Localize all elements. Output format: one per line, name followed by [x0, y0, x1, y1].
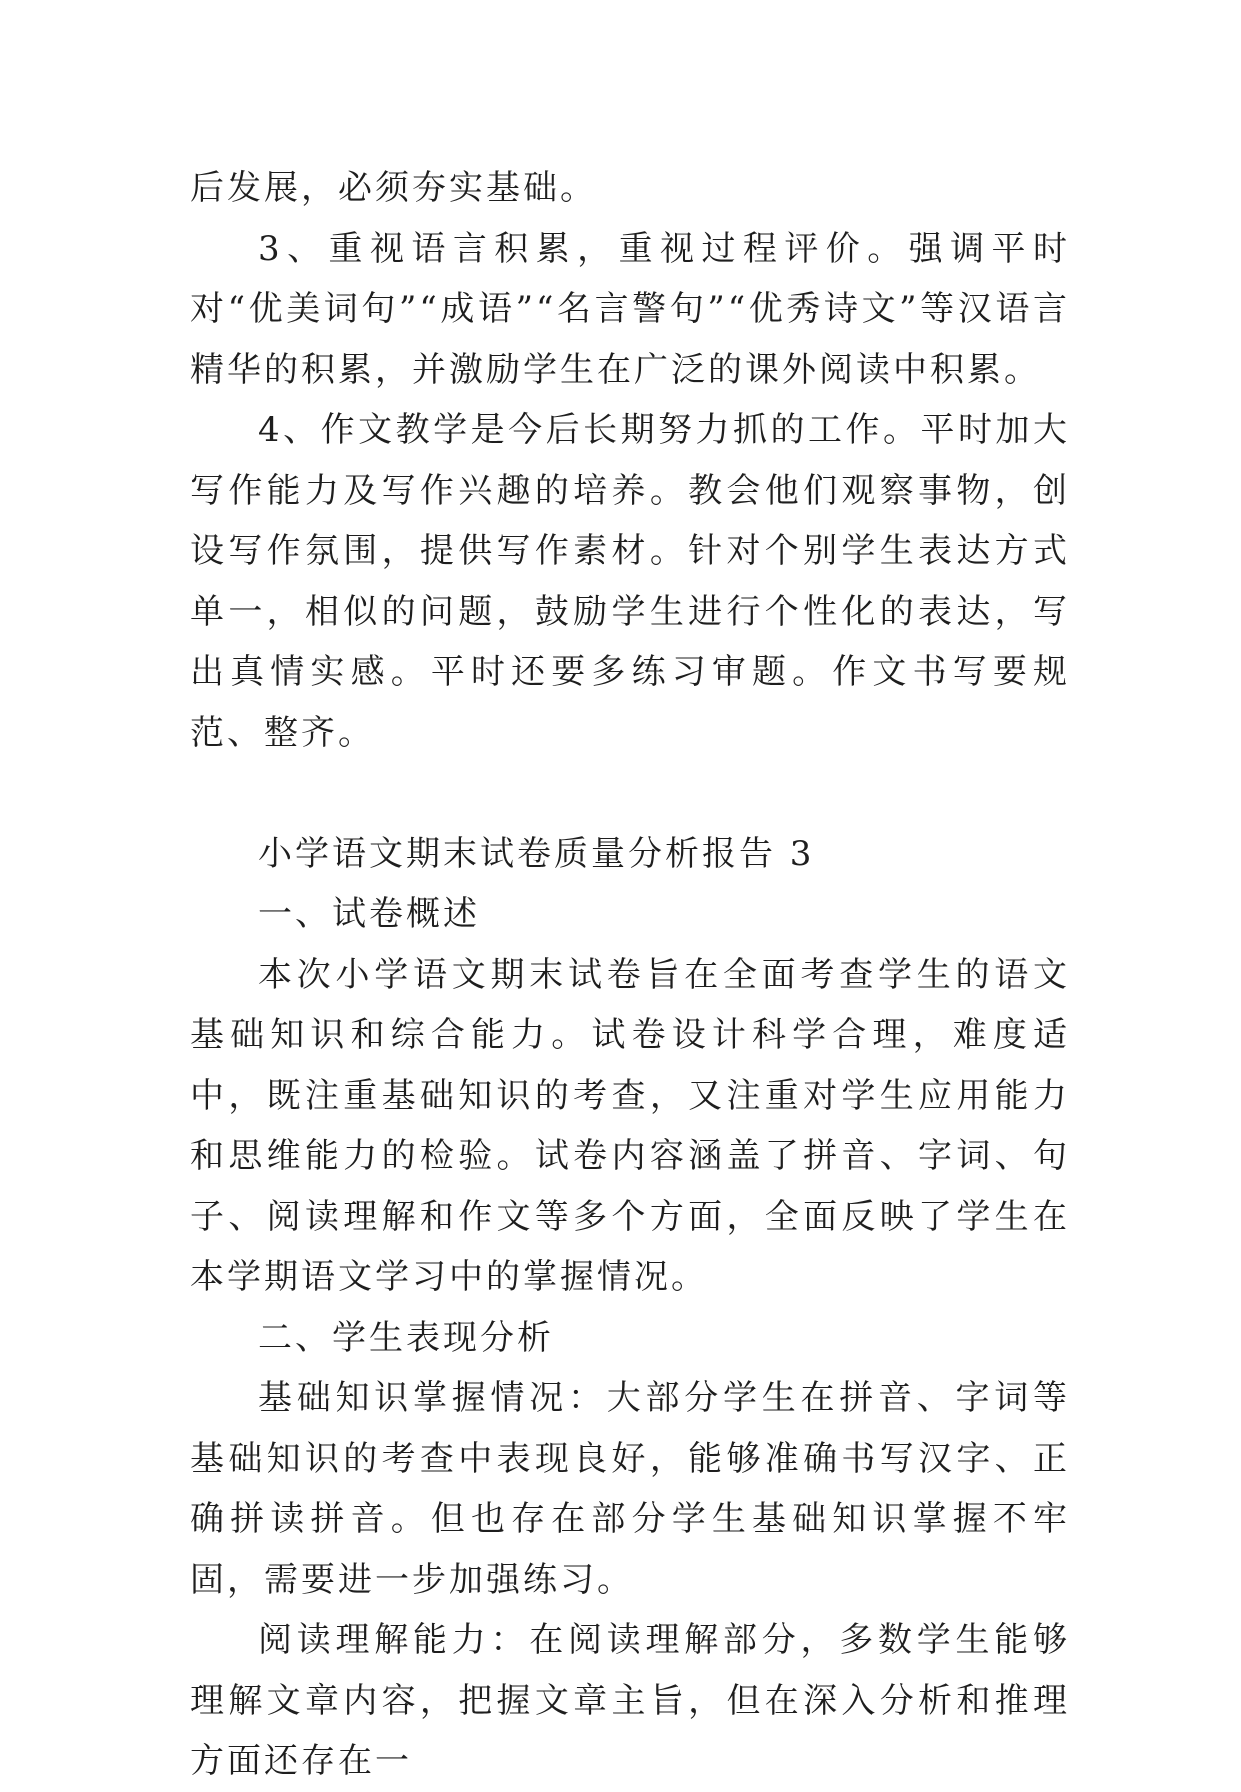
paragraph-basic-knowledge: 基础知识掌握情况：大部分学生在拼音、字词等基础知识的考查中表现良好，能够准确书写汉字、正确拼读拼音。但也存在部分学生基础知识掌握不牢固，需要进一步加强练习。: [190, 1378, 1070, 1600]
paragraph-overview: 本次小学语文期末试卷旨在全面考查学生的语文基础知识和综合能力。试卷设计科学合理，难度适中，既注重基础知识的考查，又注重对学生应用能力和思维能力的检验。试卷内容涵盖了拼音、字词、句子、阅读理解和作文等多个方面，全面反映了学生在本学期语文学习中的掌握情况。: [190, 954, 1070, 1297]
paragraph-continuation: 后发展，必须夯实基础。: [190, 168, 597, 208]
paragraph-reading-comprehension: 阅读理解能力：在阅读理解部分，多数学生能够理解文章内容，把握文章主旨，但在深入分析和推理方面还存在一: [190, 1620, 1070, 1781]
section-heading-overview: 一、试卷概述: [258, 894, 480, 934]
paragraph-point-4: 4、作文教学是今后长期努力抓的工作。平时加大写作能力及写作兴趣的培养。教会他们观察事物，创设写作氛围，提供写作素材。针对个别学生表达方式单一，相似的问题，鼓励学生进行个性化的表达，写出真情实感。平时还要多练习审题。作文书写要规范、整齐。: [190, 410, 1070, 753]
report-title: 小学语文期末试卷质量分析报告 3: [258, 833, 815, 874]
section-heading-performance: 二、学生表现分析: [258, 1317, 554, 1358]
document-body: [190, 158, 1070, 1792]
paragraph-point-3: 3、重视语言积累，重视过程评价。强调平时对“优美词句”“成语”“名言警句”“优秀诗文”等汉语言精华的积累，并激励学生在广泛的课外阅读中积累。: [190, 228, 1070, 390]
